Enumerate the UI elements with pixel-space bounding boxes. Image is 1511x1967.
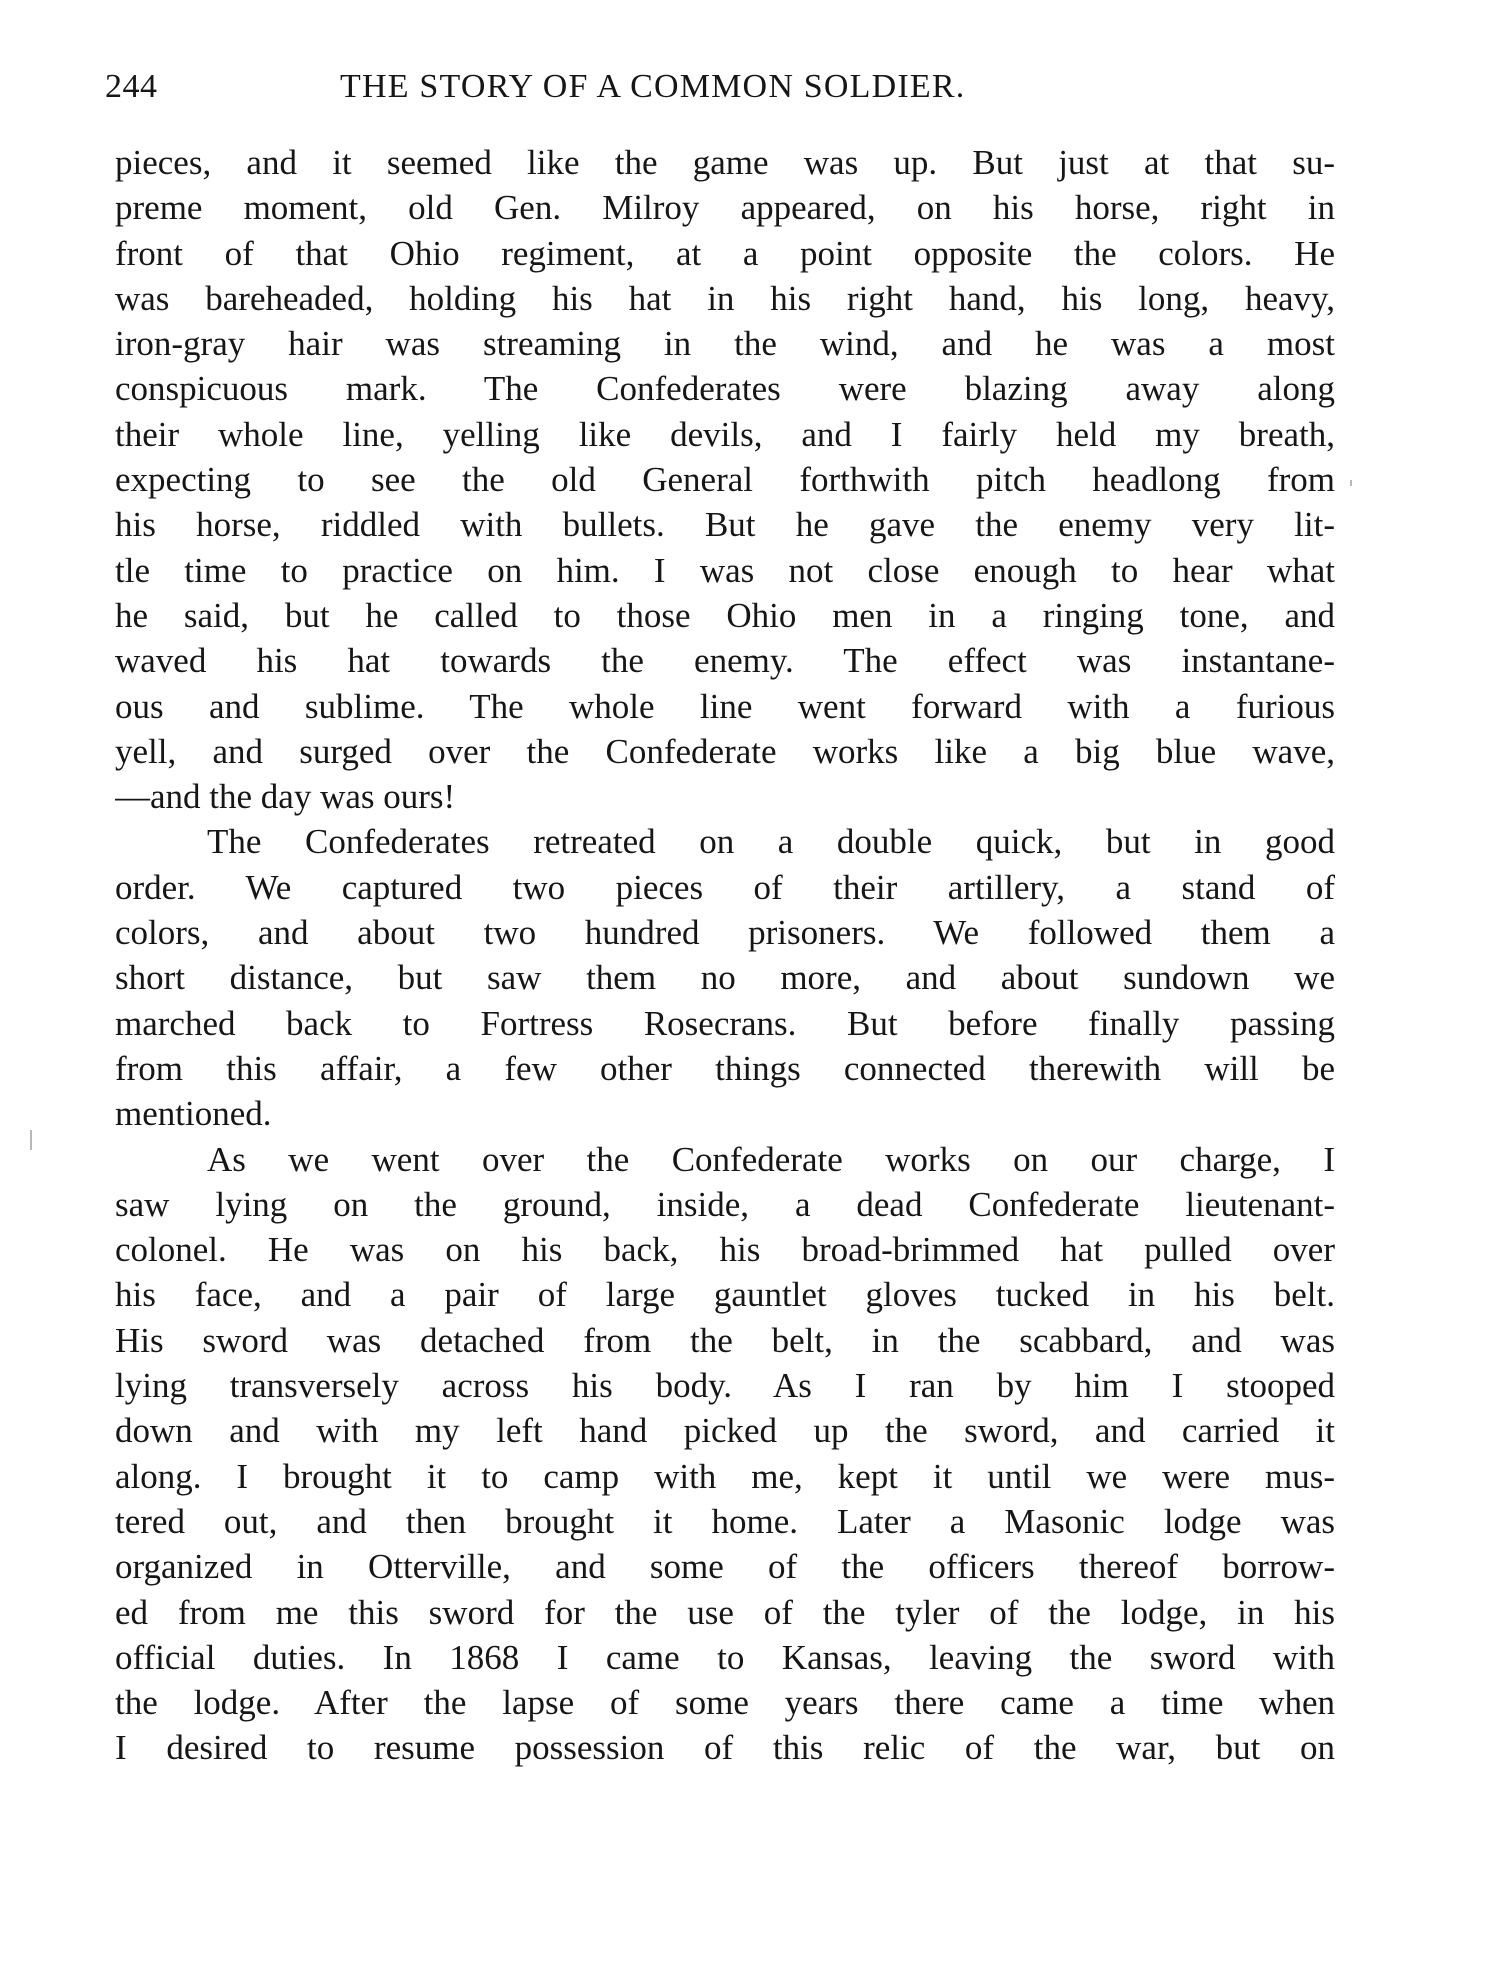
page-header bbox=[105, 62, 1265, 112]
scan-speck bbox=[30, 1130, 32, 1150]
text-line: I desired to resume possession of this relic of the war, but on bbox=[115, 1728, 1335, 1768]
text-line: from this affair, a few other things connected therewith will be bbox=[115, 1048, 1335, 1088]
text-line: his face, and a pair of large gauntlet gloves tucked in his belt. bbox=[115, 1275, 1335, 1315]
running-title: THE STORY OF A COMMON SOLDIER. bbox=[340, 68, 966, 105]
text-line: conspicuous mark. The Confederates were blazing away along bbox=[115, 369, 1335, 409]
text-line: he said, but he called to those Ohio men in a ringing tone, and bbox=[115, 595, 1335, 635]
text-line: ous and sublime. The whole line went forward with a furious bbox=[115, 686, 1335, 726]
page-number: 244 bbox=[105, 68, 158, 105]
text-line: official duties. In 1868 I came to Kansas, leaving the sword with bbox=[115, 1637, 1335, 1677]
text-line: short distance, but saw them no more, and about sundown we bbox=[115, 958, 1335, 998]
text-line: saw lying on the ground, inside, a dead Confederate lieutenant- bbox=[115, 1184, 1335, 1224]
text-line: As we went over the Confederate works on our charge, I bbox=[207, 1139, 1335, 1179]
text-line: organized in Otterville, and some of the officers thereof borrow- bbox=[115, 1547, 1335, 1587]
text-line: lying transversely across his body. As I ran by him I stooped bbox=[115, 1366, 1335, 1406]
text-line: yell, and surged over the Confederate works like a big blue wave, bbox=[115, 731, 1335, 771]
paragraph bbox=[115, 819, 1335, 1136]
scan-speck bbox=[1350, 480, 1352, 486]
text-line: His sword was detached from the belt, in the scabbard, and was bbox=[115, 1320, 1335, 1360]
text-line: iron-gray hair was streaming in the wind, and he was a most bbox=[115, 324, 1335, 364]
text-line: marched back to Fortress Rosecrans. But before finally passing bbox=[115, 1003, 1335, 1043]
text-line: colors, and about two hundred prisoners. We followed them a bbox=[115, 913, 1335, 953]
text-line: front of that Ohio regiment, at a point opposite the colors. He bbox=[115, 233, 1335, 273]
paragraph bbox=[115, 140, 1335, 819]
body-text bbox=[115, 140, 1335, 1771]
text-line: mentioned. bbox=[115, 1094, 272, 1134]
text-line: was bareheaded, holding his hat in his right hand, his long, heavy, bbox=[115, 278, 1335, 318]
text-line: along. I brought it to camp with me, kept it until we were mus- bbox=[115, 1456, 1335, 1496]
text-line: The Confederates retreated on a double quick, but in good bbox=[207, 822, 1335, 862]
text-line: preme moment, old Gen. Milroy appeared, on his horse, right in bbox=[115, 188, 1335, 228]
text-line: pieces, and it seemed like the game was up. But just at that su- bbox=[115, 143, 1335, 182]
text-line: ed from me this sword for the use of the tyler of the lodge, in his bbox=[115, 1592, 1335, 1632]
paragraph bbox=[115, 1137, 1335, 1771]
text-line: tle time to practice on him. I was not close enough to hear what bbox=[115, 550, 1335, 590]
text-line: expecting to see the old General forthwith pitch headlong from bbox=[115, 460, 1335, 500]
text-line: waved his hat towards the enemy. The effect was instantane- bbox=[115, 641, 1335, 681]
text-line: down and with my left hand picked up the sword, and carried it bbox=[115, 1411, 1335, 1451]
text-line: his horse, riddled with bullets. But he gave the enemy very lit- bbox=[115, 505, 1335, 545]
text-line: tered out, and then brought it home. Later a Masonic lodge was bbox=[115, 1501, 1335, 1541]
text-line: —and the day was ours! bbox=[115, 777, 456, 817]
text-line: the lodge. After the lapse of some years there came a time when bbox=[115, 1683, 1335, 1723]
text-line: order. We captured two pieces of their artillery, a stand of bbox=[115, 867, 1335, 907]
text-line: their whole line, yelling like devils, and I fairly held my breath, bbox=[115, 414, 1335, 454]
text-line: colonel. He was on his back, his broad-brimmed hat pulled over bbox=[115, 1230, 1335, 1270]
